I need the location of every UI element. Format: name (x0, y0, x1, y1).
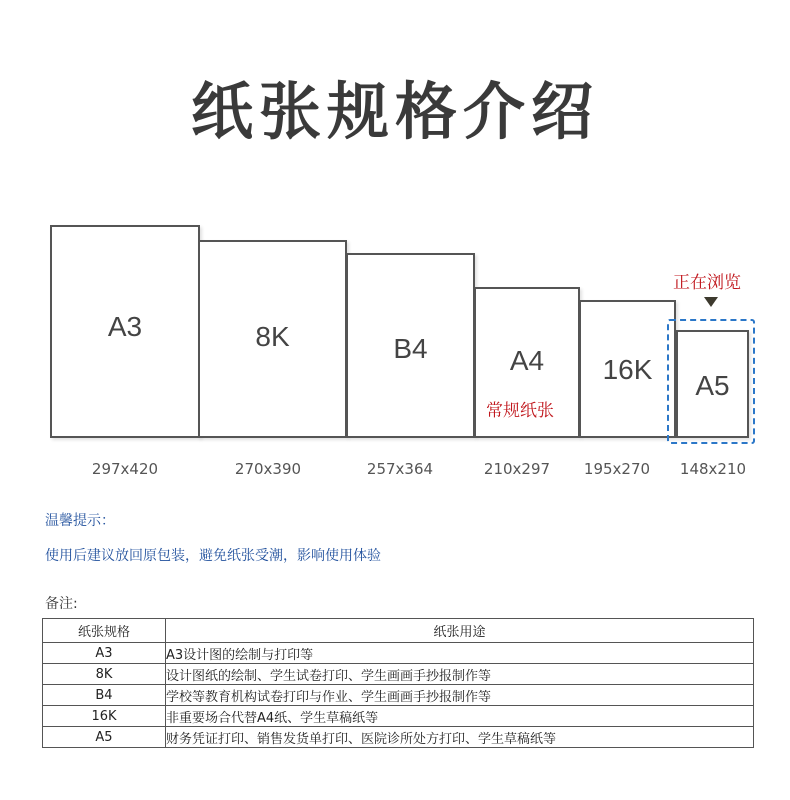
paper-8k-label: 8K (255, 321, 290, 352)
paper-8k (198, 240, 347, 438)
header-usage: 纸张用途 (166, 619, 754, 643)
size-b4: 257x364 (366, 460, 434, 478)
size-a3: 297x420 (91, 460, 159, 478)
size-a5: 148x210 (679, 460, 747, 478)
paper-b4 (346, 253, 475, 438)
table-row (43, 727, 754, 748)
row-spec: A5 (43, 727, 166, 748)
current-viewing-frame (667, 319, 755, 444)
paper-16k-label: 16K (602, 354, 653, 385)
row-spec: B4 (43, 685, 166, 706)
row-spec: 8K (43, 664, 166, 685)
table-row (43, 685, 754, 706)
header-spec: 纸张规格 (43, 619, 166, 643)
size-8k: 270x390 (234, 460, 302, 478)
paper-a5-label: A5 (695, 370, 730, 401)
table-row (43, 706, 754, 727)
paper-a3 (50, 225, 200, 438)
size-16k: 195x270 (583, 460, 651, 478)
row-spec: 16K (43, 706, 166, 727)
row-usage: 财务凭证打印、销售发货单打印、医院诊所处方打印、学生草稿纸等 (166, 727, 754, 748)
paper-usage-table (42, 618, 754, 748)
row-usage: 学校等教育机构试卷打印与作业、学生画画手抄报制作等 (166, 685, 754, 706)
row-usage: A3设计图的绘制与打印等 (166, 643, 754, 664)
a4-common-note: 常规纸张 (486, 401, 554, 421)
row-usage: 设计图纸的绘制、学生试卷打印、学生画画手抄报制作等 (166, 664, 754, 685)
paper-a4-label: A4 (509, 345, 545, 376)
paper-b4-label: B4 (393, 333, 428, 364)
table-header-row (43, 619, 754, 643)
tip-body: 使用后建议放回原包装，避免纸张受潮，影响使用体验 (45, 548, 381, 564)
row-usage: 非重要场合代替A4纸、学生草稿纸等 (166, 706, 754, 727)
tip-heading: 温馨提示： (45, 513, 115, 529)
size-a4: 210x297 (483, 460, 551, 478)
remark-label: 备注: (45, 596, 78, 612)
down-arrow-icon (704, 297, 718, 307)
row-spec: A3 (43, 643, 166, 664)
paper-a3-label: A3 (107, 311, 143, 342)
table-row (43, 643, 754, 664)
current-viewing-label: 正在浏览 (673, 273, 741, 293)
page-title: 纸张规格介绍 (190, 75, 599, 148)
table-row (43, 664, 754, 685)
paper-16k (579, 300, 676, 438)
